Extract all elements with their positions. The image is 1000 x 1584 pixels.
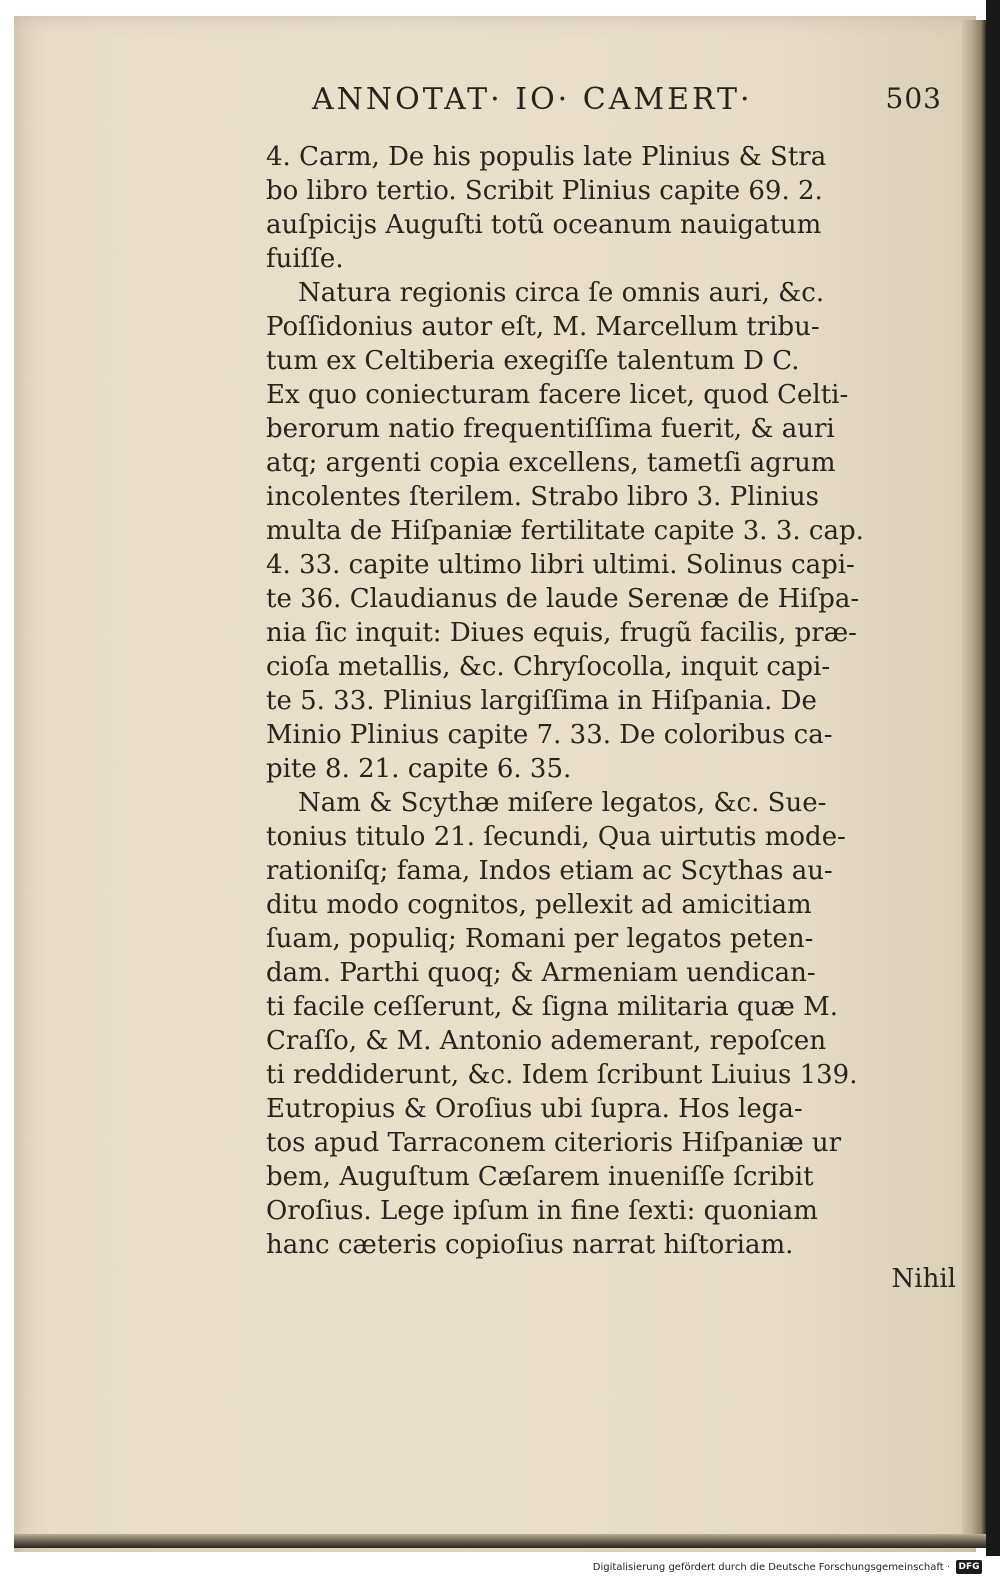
text-line: cioſa metallis, &c. Chryſocolla, inquit capi- <box>266 652 831 682</box>
text-line: te 36. Claudianus de laude Serenæ de Hiſpa- <box>266 584 860 614</box>
body-text <box>266 140 956 1296</box>
text-line: ti reddiderunt, &c. Idem ſcribunt Liuius 139. <box>266 1060 858 1090</box>
text-line: ditu modo cognitos, pellexit ad amicitiam <box>266 890 812 920</box>
text-line: pite 8. 21. capite 6. 35. <box>266 754 572 784</box>
text-line: nia ſic inquit: Diues equis, frugũ facilis, præ- <box>266 618 857 648</box>
text-line: bo libro tertio. Scribit Plinius capite 69. 2. <box>266 176 823 206</box>
text-line: te 5. 33. Plinius largiſſima in Hiſpania. De <box>266 686 817 716</box>
catchword: Nihil <box>891 1264 956 1294</box>
text-line: Nam & Scythæ miſere legatos, &c. Sue- <box>298 788 827 818</box>
running-head: ANNOTAT· IO· CAMERT· <box>312 82 753 117</box>
funding-credit: Digitalisierung gefördert durch die Deutsche Forschungsgemeinschaft · <box>592 1562 950 1573</box>
text-line: Eutropius & Oroſius ubi ſupra. Hos lega- <box>266 1094 803 1124</box>
text-line: Ex quo coniecturam facere licet, quod Celti- <box>266 380 849 410</box>
text-line: incolentes ſterilem. Strabo libro 3. Plinius <box>266 482 819 512</box>
text-line: Craſſo, & M. Antonio ademerant, repoſcen <box>266 1026 827 1056</box>
dfg-logo: DFG <box>956 1560 982 1574</box>
text-line: ſuam, populiq; Romani per legatos peten- <box>266 924 814 954</box>
text-line: berorum natio frequentiſſima fuerit, & auri <box>266 414 835 444</box>
text-line: Natura regionis circa ſe omnis auri, &c. <box>298 278 825 308</box>
page-header <box>312 82 942 126</box>
page-number: 503 <box>885 82 942 115</box>
text-line: tonius titulo 21. ſecundi, Qua uirtutis mode- <box>266 822 846 852</box>
digitization-footer <box>0 1556 1000 1584</box>
text-line: atq; argenti copia excellens, tametſi agrum <box>266 448 836 478</box>
text-line: auſpicijs Auguſti totũ oceanum nauigatum <box>266 210 822 240</box>
page-edge-right <box>962 20 986 1548</box>
text-line: rationiſq; fama, Indos etiam ac Scythas au- <box>266 856 833 886</box>
text-line: multa de Hiſpaniæ fertilitate capite 3. 3. cap. <box>266 516 864 546</box>
page-edge-bottom <box>14 1534 986 1548</box>
text-line: Minio Plinius capite 7. 33. De coloribus ca- <box>266 720 833 750</box>
text-line: ti facile ceſſerunt, & ſigna militaria quæ M. <box>266 992 839 1022</box>
text-line: tum ex Celtiberia exegiſſe talentum D C. <box>266 346 800 376</box>
text-line: bem, Auguſtum Cæſarem inueniſſe ſcribit <box>266 1162 814 1192</box>
text-line: 4. Carm, De his populis late Plinius & Stra <box>266 142 827 172</box>
text-line: tos apud Tarraconem citerioris Hiſpaniæ ur <box>266 1128 842 1158</box>
text-line: 4. 33. capite ultimo libri ultimi. Solinus capi- <box>266 550 855 580</box>
text-line: Poſſidonius autor eſt, M. Marcellum tribu- <box>266 312 820 342</box>
text-line: fuiſſe. <box>266 244 344 274</box>
text-line: hanc cæteris copioſius narrat hiſtoriam. <box>266 1230 794 1260</box>
text-line: dam. Parthi quoq; & Armeniam uendican- <box>266 958 816 988</box>
text-line: Oroſius. Lege ipſum in fine ſexti: quoniam <box>266 1196 818 1226</box>
scan-border <box>986 0 1000 1556</box>
